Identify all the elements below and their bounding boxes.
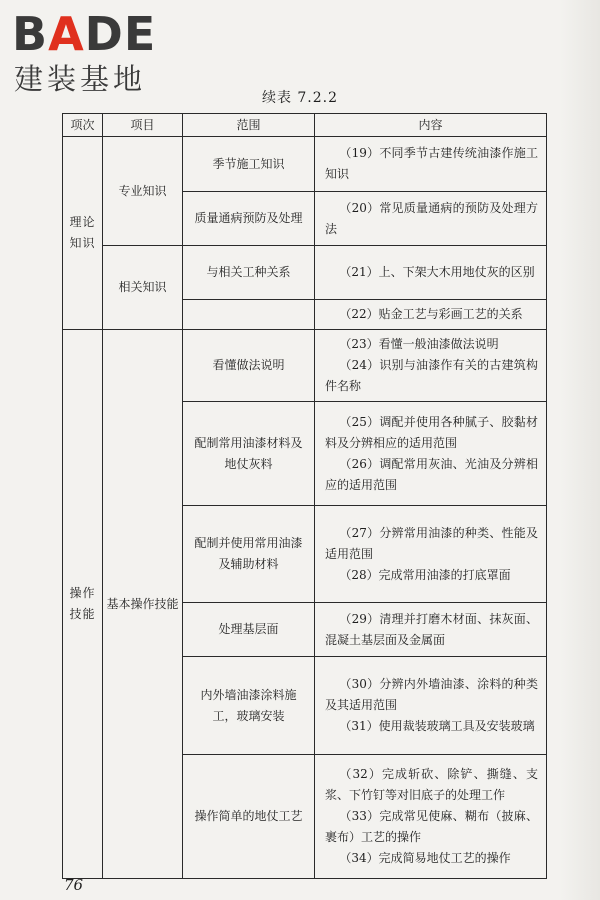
category-theory: 理论 知识 [63, 137, 103, 330]
content-cell: （27）分辨常用油漆的种类、性能及适用范围 （28）完成常用油漆的打底罩面 [315, 506, 547, 603]
scope-cell: 配制并使用常用油漆及辅助材料 [183, 506, 315, 603]
header-scope: 范围 [183, 114, 315, 137]
content-cell: （21）上、下架大木用地仗灰的区别 [315, 246, 547, 300]
content-cell: （19）不同季节古建传统油漆作施工知识 [315, 137, 547, 192]
scope-cell: 质量通病预防及处理 [183, 192, 315, 246]
scope-cell: 操作简单的地仗工艺 [183, 755, 315, 879]
content-cell: （25）调配并使用各种腻子、胶黏材料及分辨相应的适用范围 （26）调配常用灰油、光油及分辨相应的适用范围 [315, 402, 547, 506]
content-cell: （32）完成斩砍、除铲、撕缝、支浆、下竹钉等对旧底子的处理工作 （33）完成常见使麻、糊布（披麻、裹布）工艺的操作 （34）完成简易地仗工艺的操作 [315, 755, 547, 879]
scope-cell: 与相关工种关系 [183, 246, 315, 300]
category-operation: 操作 技能 [63, 330, 103, 879]
content-cell: （30）分辨内外墙油漆、涂料的种类及其适用范围 （31）使用裁装玻璃工具及安装玻璃 [315, 657, 547, 755]
scope-cell: 配制常用油漆材料及地仗灰料 [183, 402, 315, 506]
scope-cell: 处理基层面 [183, 603, 315, 657]
page-number: 76 [64, 876, 84, 894]
header-index: 项次 [63, 114, 103, 137]
scope-cell: 内外墙油漆涂料施工，玻璃安装 [183, 657, 315, 755]
scope-cell-empty [183, 300, 315, 330]
table-header [63, 114, 547, 137]
scope-cell: 季节施工知识 [183, 137, 315, 192]
skills-table [62, 113, 547, 879]
table-body [63, 137, 547, 879]
subgroup-related: 相关知识 [103, 246, 183, 330]
content-cell: （20）常见质量通病的预防及处理方法 [315, 192, 547, 246]
header-project: 项目 [103, 114, 183, 137]
page-edge-shadow [560, 0, 600, 900]
scope-cell: 看懂做法说明 [183, 330, 315, 402]
table-caption: 续表 7.2.2 [261, 90, 339, 106]
bade-logo [12, 8, 182, 98]
content-cell: （22）贴金工艺与彩画工艺的关系 [315, 300, 547, 330]
subgroup-basic-skills: 基本操作技能 [103, 330, 183, 879]
logo-subtitle: 建装基地 [14, 62, 147, 96]
subgroup-professional: 专业知识 [103, 137, 183, 246]
header-content: 内容 [315, 114, 547, 137]
logo-wordmark: BADE [12, 7, 157, 61]
content-cell: （29）清理并打磨木材面、抹灰面、混凝土基层面及金属面 [315, 603, 547, 657]
content-cell: （23）看懂一般油漆做法说明 （24）识别与油漆作有关的古建筑构件名称 [315, 330, 547, 402]
